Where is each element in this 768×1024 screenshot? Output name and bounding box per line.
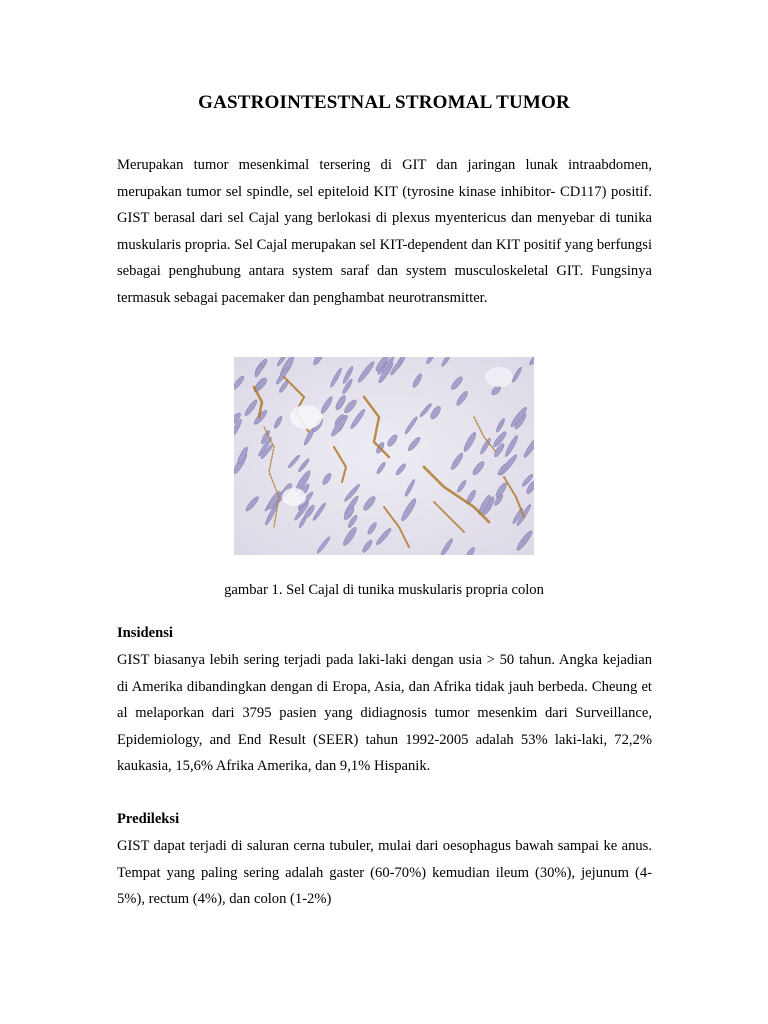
- intro-paragraph: Merupakan tumor mesenkimal tersering di GIT dan jaringan lunak intraabdomen, merupakan tumor sel spindle, sel epiteloid KIT (tyrosine kinase inhibitor- CD117) positif. GIST berasal dari sel Cajal yang berlokasi di plexus myentericus dan menyebar di tunika muskularis propria. Sel Cajal merupakan sel KIT-dependent dan KIT positif yang berfungsi sebagai penghubung antara system saraf dan system musculoskeletal GIT. Fungsinya termasuk sebagai pacemaker dan penghambat neurotransmitter.: [117, 157, 652, 306]
- document-title: GASTROINTESTNAL STROMAL TUMOR: [198, 92, 570, 113]
- section-body-insidensi: GIST biasanya lebih sering terjadi pada laki-laki dengan usia > 50 tahun. Angka kejadian di Amerika dibandingkan dengan di Eropa, Asia, dan Afrika tidak jauh berbeda. Cheung et al melaporkan dari 3795 pasien yang didiagnosis tumor mesenkim dari Surveillance, Epidemiology, and End Result (SEER) tahun 1992-2005 adalah 53% laki-laki, 72,2% kaukasia, 15,6% Afrika Amerika, dan 9,1% Hispanik.: [117, 652, 652, 774]
- figure-caption: gambar 1. Sel Cajal di tunika muskularis propria colon: [224, 582, 544, 598]
- section-heading-insidensi: Insidensi: [117, 625, 173, 641]
- section-heading-predileksi: Predileksi: [117, 811, 180, 827]
- section-body-predileksi: GIST dapat terjadi di saluran cerna tubuler, mulai dari oesophagus bawah sampai ke anus. Tempat yang paling sering adalah gaster (60-70%) kemudian ileum (30%), jejunum (4-5%), rectum (4%), dan colon (1-2%): [117, 838, 652, 907]
- cajal-cell-micrograph: [234, 357, 534, 555]
- histology-figure: [234, 357, 534, 555]
